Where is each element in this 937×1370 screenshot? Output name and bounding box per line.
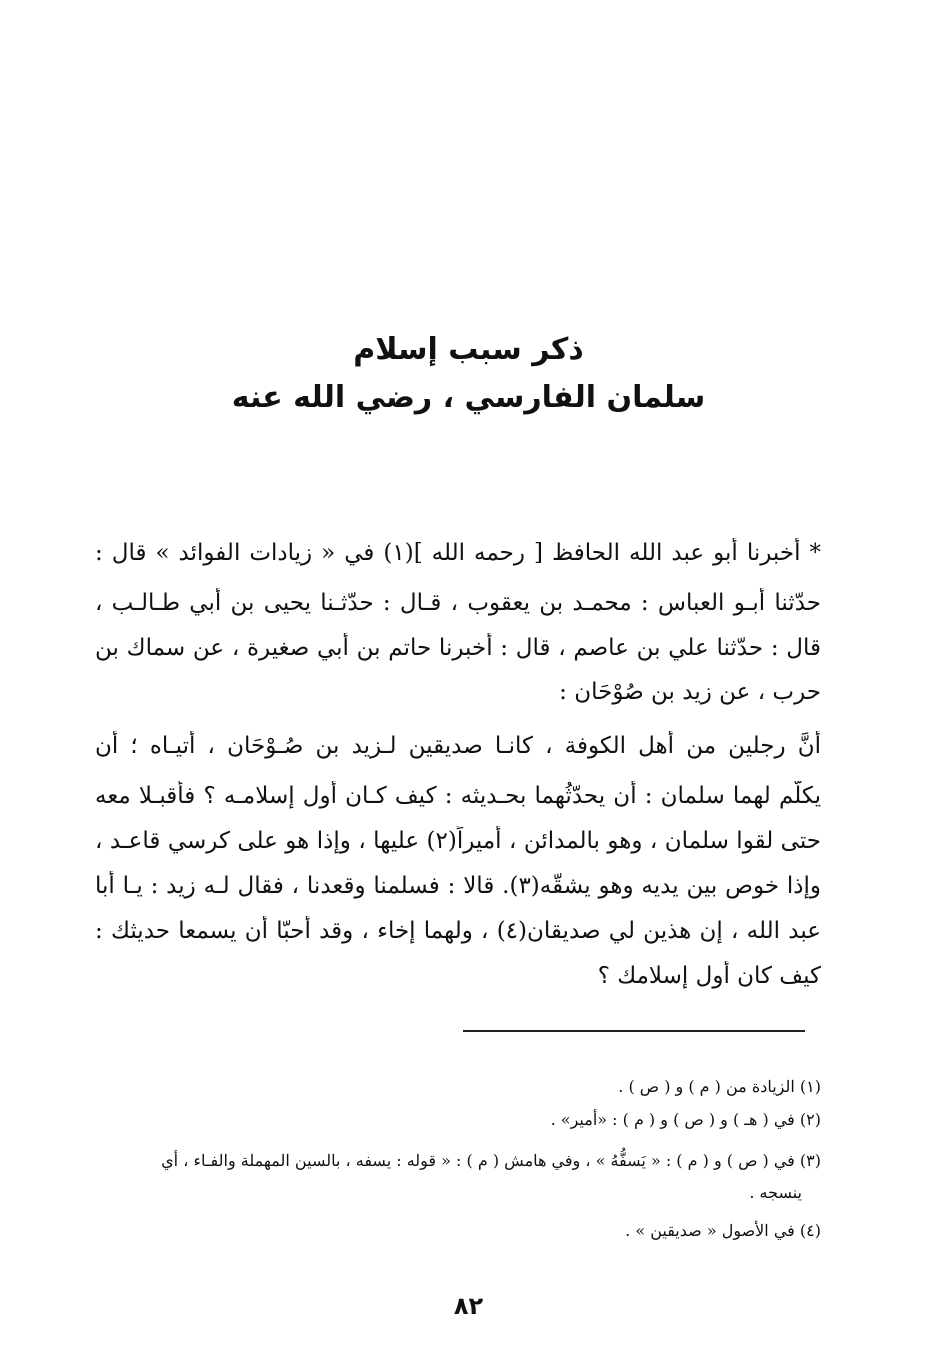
footnote-2: (٢) في ( هـ ) و ( ص ) و ( م ) : «أمير» . [550,1110,821,1129]
paragraph-2-line-2: يكلّم لهما سلمان : أن يحدّثُهما بحـديثه : كيف كـان أول إسلامـه ؟ فأقبـلا معه [95,783,821,809]
paragraph-2-line-4: وإذا خوص بين يديه وهو يشقّه(٣). قالا : فسلمنا وقعدنا ، فقال لـه زيد : يـا أبا [95,873,821,899]
paragraph-1-line-3: قال : حدّثنا علي بن عاصم ، قال : أخبرنا حاتم بن أبي صغيرة ، عن سماك بن [95,635,821,661]
paragraph-1-line-2: حدّثنا أبـو العباس : محمـد بن يعقوب ، قـال : حدّثـنا يحيى بن أبي طـالـب ، [95,590,821,616]
paragraph-2-line-6: كيف كان أول إسلامك ؟ [597,963,821,989]
paragraph-2-line-1: أنَّ رجلين من أهل الكوفة ، كانـا صديقين لـزيد بن صُـوْحَان ، أتيـاه ؛ أن [95,733,821,759]
paragraph-1-line-1: * أخبرنا أبو عبد الله الحافظ [ رحمه الله ](١) في « زيادات الفوائد » قال : [95,540,821,566]
footnote-3: (٣) في ( ص ) و ( م ) : « يَسفُّهُ » ، وفي هامش ( م ) : « قوله : يسفه ، بالسين المهملة والفـاء ، أي [161,1151,821,1170]
chapter-title-line-2: سلمان الفارسي ، رضي الله عنه [231,380,706,415]
chapter-title-line-1: ذكر سبب إسلام [353,332,584,367]
paragraph-2-line-3: حتى لقوا سلمان ، وهو بالمدائن ، أميراً(٢) عليها ، وإذا هو على كرسي قاعـد ، [95,828,821,854]
footnote-1: (١) الزيادة من ( م ) و ( ص ) . [618,1077,821,1096]
footnote-4: (٤) في الأصول « صديقين » . [625,1221,821,1240]
page-number: ٨٢ [453,1292,484,1320]
paragraph-1-line-4: حرب ، عن زيد بن صُوْحَان : [559,679,821,705]
paragraph-2-line-5: عبد الله ، إن هذين لي صديقان(٤) ، ولهما إخاء ، وقد أحبّا أن يسمعا حديثك : [95,918,821,944]
footnote-separator [463,1030,805,1032]
footnote-3-continued: ينسجه . [749,1183,802,1202]
